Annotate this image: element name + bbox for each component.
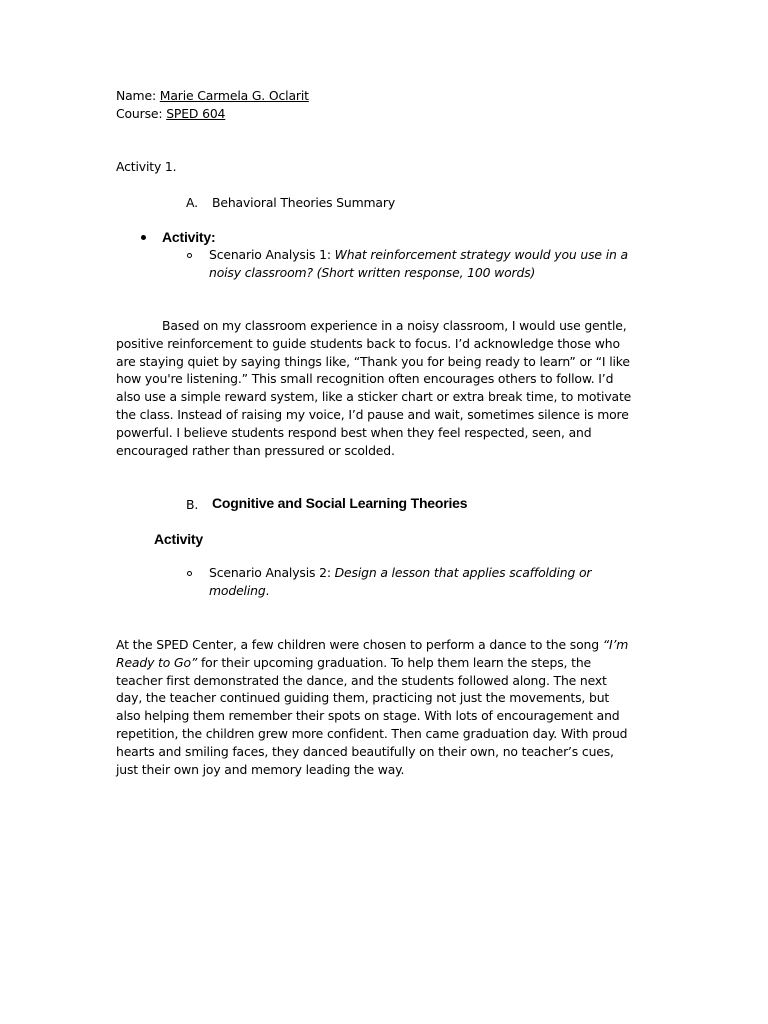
response-a-line: Based on my classroom experience in a noisy classroom, I would use gentle, xyxy=(162,318,627,333)
course-line xyxy=(116,105,225,123)
bullet-dot-icon xyxy=(141,235,146,240)
scenario-1 xyxy=(209,246,659,282)
response-a-line: encouraged rather than pressured or scolded. xyxy=(116,442,395,458)
name-label: Name: xyxy=(116,88,156,103)
response-b-line: teacher first demonstrated the dance, and the students followed along. The next xyxy=(116,672,607,688)
response-b-line: hearts and smiling faces, they danced beautifully on their own, no teacher’s cues, xyxy=(116,743,614,759)
scenario-2 xyxy=(209,564,659,600)
activity-title: Activity 1. xyxy=(116,159,177,174)
course-label: Course: xyxy=(116,106,163,121)
scenario-2-task-line2: modeling xyxy=(209,582,266,598)
name-line xyxy=(116,87,309,105)
response-a-line: the class. Instead of raising my voice, I’d pause and wait, sometimes silence is more xyxy=(116,406,629,422)
scenario-1-prefix: Scenario Analysis 1: xyxy=(209,247,331,262)
response-a-line: powerful. I believe students respond best when they feel respected, seen, and xyxy=(116,424,592,440)
circle-bullet-icon xyxy=(187,571,192,576)
section-b-activity-heading: Activity xyxy=(154,531,203,547)
response-b-line: also helping them remember their spots on stage. With lots of encouragement and xyxy=(116,708,620,724)
course-code: SPED 604 xyxy=(166,106,226,121)
scenario-1-question-line1: What reinforcement strategy would you use in a xyxy=(334,247,628,262)
scenario-1-question-line2: noisy classroom? (Short written response, 100 words) xyxy=(209,264,536,280)
section-b-marker: B. xyxy=(186,497,199,512)
response-a-line: how you're listening.” This small recognition often encourages others to follow. I’d xyxy=(116,371,614,387)
circle-bullet-icon xyxy=(187,253,192,258)
scenario-2-task-line1: Design a lesson that applies scaffolding or xyxy=(334,565,592,580)
section-a-marker: A. xyxy=(186,195,198,210)
student-name: Marie Carmela G. Oclarit xyxy=(159,88,309,103)
scenario-2-task-end: . xyxy=(265,582,270,598)
scenario-2-prefix: Scenario Analysis 2: xyxy=(209,565,331,580)
response-b-line: day, the teacher continued guiding them, practicing not just the movements, but xyxy=(116,690,610,706)
response-b-line2: for their upcoming graduation. To help them learn the steps, the xyxy=(197,654,592,670)
section-a-response xyxy=(116,317,656,459)
response-a-line: also use a simple reward system, like a sticker chart or extra break time, to motivate xyxy=(116,389,632,405)
song-title-part2: Ready to Go” xyxy=(116,654,198,670)
section-a-activity-heading: Activity: xyxy=(162,229,216,245)
response-b-line: just their own joy and memory leading the way. xyxy=(116,761,405,777)
response-a-line: positive reinforcement to guide students back to focus. I’d acknowledge those who xyxy=(116,335,620,351)
song-title-part1: “I’m xyxy=(602,637,629,652)
response-b-line: repetition, the children grew more confident. Then came graduation day. With proud xyxy=(116,725,628,741)
section-a-title: Behavioral Theories Summary xyxy=(212,195,396,210)
section-b-title: Cognitive and Social Learning Theories xyxy=(212,495,468,511)
response-a-line: are staying quiet by saying things like, “Thank you for being ready to learn” or “I like xyxy=(116,353,630,369)
response-b-line1: At the SPED Center, a few children were chosen to perform a dance to the song xyxy=(116,637,603,652)
section-b-response xyxy=(116,636,656,778)
